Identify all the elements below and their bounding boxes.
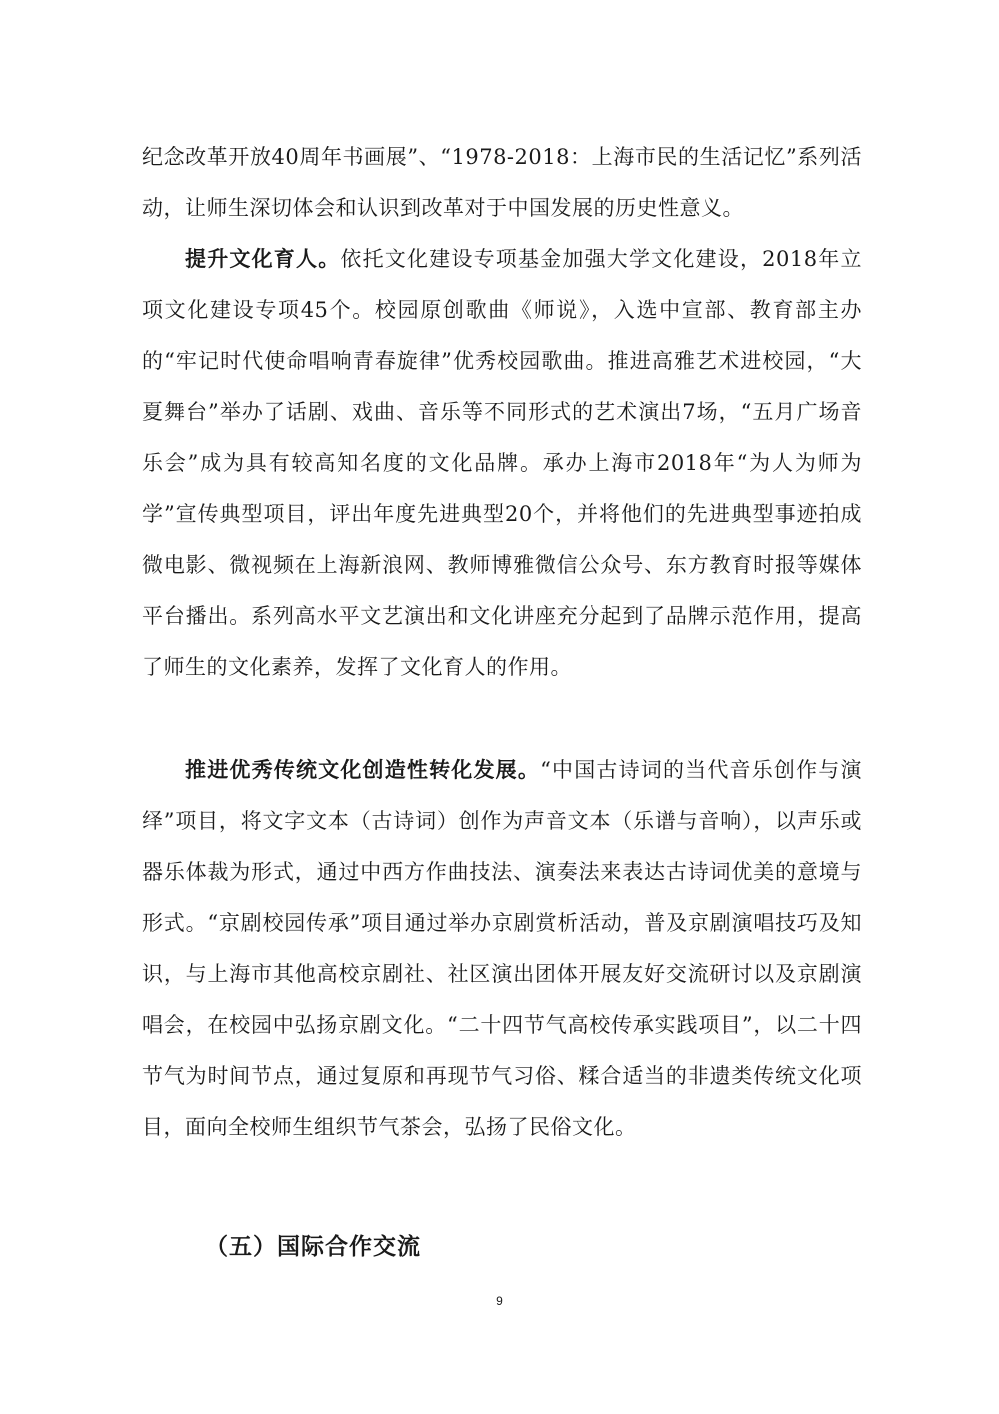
paragraph-traditional-culture — [142, 745, 862, 1153]
paragraph-cultural-education — [142, 234, 862, 693]
paragraph-lead: 推进优秀传统文化创造性转化发展。 — [185, 758, 541, 782]
section-heading: （五）国际合作交流 — [205, 1234, 421, 1260]
paragraph-continuation — [142, 132, 862, 234]
page-number: 9 — [496, 1294, 503, 1308]
paragraph-text: 纪念改革开放40周年书画展”、“1978-2018：上海市民的生活记忆”系列活动，让师生深切体会和认识到改革对于中国发展的历史性意义。 — [142, 145, 862, 220]
paragraph-body — [142, 234, 862, 693]
paragraph-text: 依托文化建设专项基金加强大学文化建设，2018年立项文化建设专项45个。校园原创歌曲《师说》，入选中宣部、教育部主办的“牢记时代使命唱响青春旋律”优秀校园歌曲。推进高雅艺术进校园，“大夏舞台”举办了话剧、戏曲、音乐等不同形式的艺术演出7场，“五月广场音乐会”成为具有较高知名度的文化品牌。承办上海市2018年“为人为师为学”宣传典型项目，评出年度先进典型20个，并将他们的先进典型事迹拍成微电影、微视频在上海新浪网、教师博雅微信公众号、东方教育时报等媒体平台播出。系列高水平文艺演出和文化讲座充分起到了品牌示范作用，提高了师生的文化素养，发挥了文化育人的作用。 — [142, 247, 862, 679]
paragraph-body — [142, 745, 862, 1153]
paragraph-lead: 提升文化育人。 — [185, 247, 341, 271]
paragraph-text: “中国古诗词的当代音乐创作与演绎”项目，将文字文本（古诗词）创作为声音文本（乐谱与音响），以声乐或器乐体裁为形式，通过中西方作曲技法、演奏法来表达古诗词优美的意境与形式。“京剧校园传承”项目通过举办京剧赏析活动，普及京剧演唱技巧及知识，与上海市其他高校京剧社、社区演出团体开展友好交流研讨以及京剧演唱会，在校园中弘扬京剧文化。“二十四节气高校传承实践项目”，以二十四节气为时间节点，通过复原和再现节气习俗、糅合适当的非遗类传统文化项目，面向全校师生组织节气茶会，弘扬了民俗文化。 — [142, 758, 862, 1139]
